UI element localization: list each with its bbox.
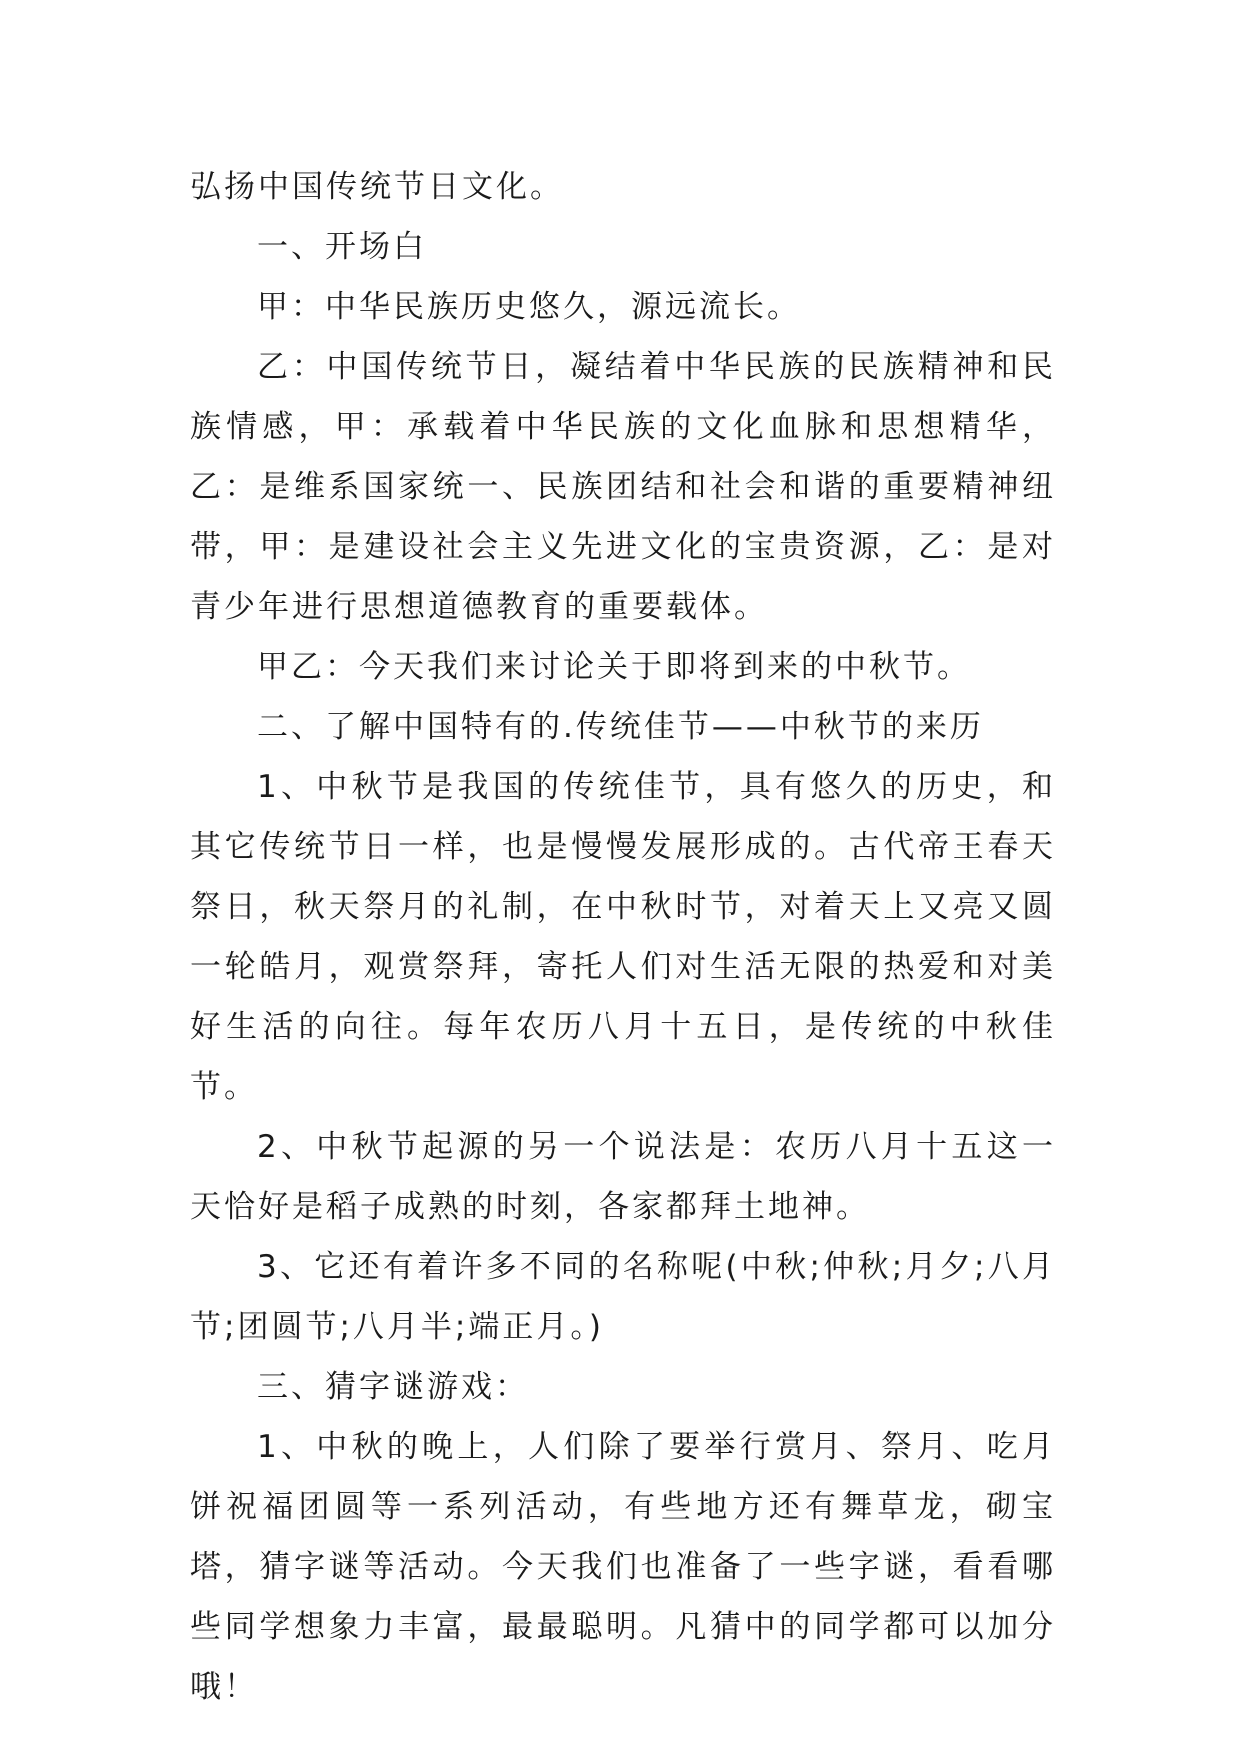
document-body xyxy=(190,157,1056,1717)
heading-riddle-game: 三、猜字谜游戏： xyxy=(257,1369,529,1405)
paragraph-origin-3: 3、它还有着许多不同的名称呢(中秋;仲秋;月夕;八月节;团圆节;八月半;端正月。) xyxy=(190,1249,1056,1345)
paragraph-origin-1: 1、中秋节是我国的传统佳节，具有悠久的历史，和其它传统节日一样，也是慢慢发展形成的。古代帝王春天祭日，秋天祭月的礼制，在中秋时节，对着天上又亮又圆一轮皓月，观赏祭拜，寄托人们对生活无限的热爱和对美好生活的向往。每年农历八月十五日，是传统的中秋佳节。 xyxy=(190,769,1056,1105)
paragraph-origin-2: 2、中秋节起源的另一个说法是：农历八月十五这一天恰好是稻子成熟的时刻，各家都拜土地神。 xyxy=(190,1129,1056,1225)
paragraph-yi-line: 乙：中国传统节日，凝结着中华民族的民族精神和民族情感，甲：承载着中华民族的文化血脉和思想精华，乙：是维系国家统一、民族团结和社会和谐的重要精神纽带，甲：是建设社会主义先进文化的宝贵资源，乙：是对青少年进行思想道德教育的重要载体。 xyxy=(190,349,1056,625)
paragraph-jiayi-line: 甲乙：今天我们来讨论关于即将到来的中秋节。 xyxy=(257,649,971,685)
heading-origin: 二、了解中国特有的.传统佳节——中秋节的来历 xyxy=(257,709,984,745)
heading-opening: 一、开场白 xyxy=(257,229,427,265)
paragraph-riddle-1: 1、中秋的晚上，人们除了要举行赏月、祭月、吃月饼祝福团圆等一系列活动，有些地方还有舞草龙，砌宝塔，猜字谜等活动。今天我们也准备了一些字谜，看看哪些同学想象力丰富，最最聪明。凡猜中的同学都可以加分哦！ xyxy=(190,1429,1056,1705)
paragraph-jia-line: 甲：中华民族历史悠久，源远流长。 xyxy=(257,289,801,325)
paragraph-intro: 弘扬中国传统节日文化。 xyxy=(190,169,564,205)
